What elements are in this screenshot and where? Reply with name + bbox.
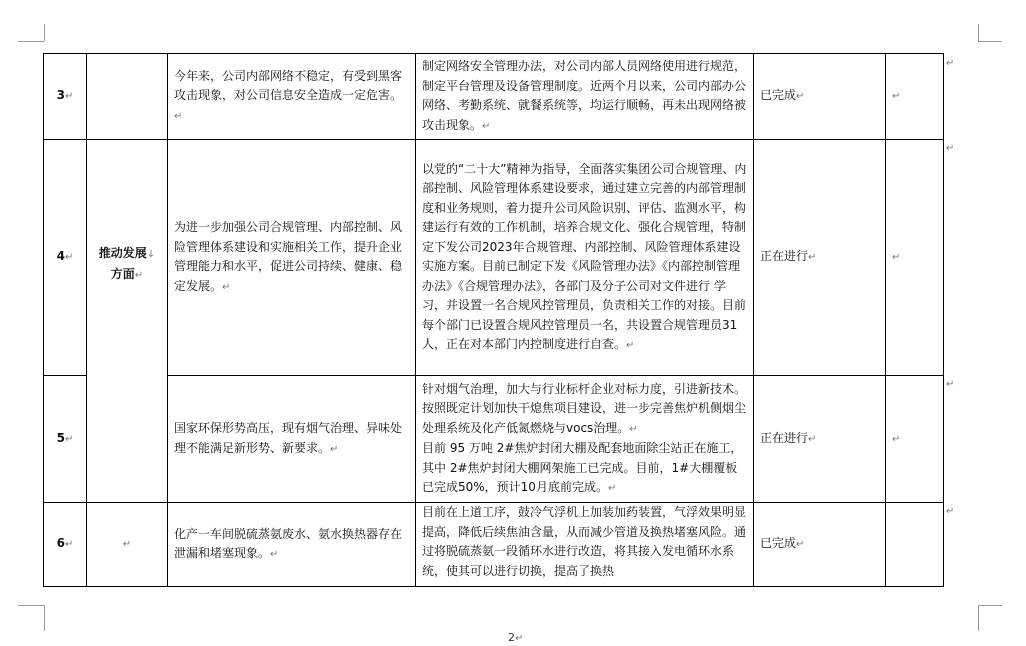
remark-cell: ↵: [886, 140, 944, 376]
crop-mark-bottom-right: [978, 605, 979, 631]
crop-mark-top-right: [978, 24, 979, 41]
row-number: 4↵: [44, 140, 87, 376]
status-cell: 已完成↵: [754, 54, 886, 140]
row-end-mark: ↵: [946, 58, 955, 69]
remark-cell: [886, 503, 944, 587]
problem-cell: 为进一步加强公司合规管理、内部控制、风险管理体系建设和实施相关工作，提升企业管理能力和水平，促进公司持续、健康、稳定发展。↵: [168, 140, 416, 376]
status-cell: 正在进行↵: [754, 376, 886, 503]
action-cell: 目前在上道工序，鼓冷气浮机上加装加药装置，气浮效果明显提高，降低后续焦油含量，从而减少管道及换热堵塞风险。通过将脱硫蒸氨一段循环水进行改造，将其接入发电循环水系统，使其可以进行切换，提高了换热: [416, 503, 754, 587]
table-row: [44, 503, 944, 587]
action-cell: 制定网络安全管理办法，对公司内部人员网络使用进行规范，制定平台管理及设备管理制度。近两个月以来，公司内部办公网络、考勤系统、就餐系统等，均运行顺畅，再未出现网络被攻击现象。↵: [416, 54, 754, 140]
action-paragraph: 目前 95 万吨 2#焦炉封闭大棚及配套地面除尘站正在施工，其中 2#焦炉封闭大棚网架施工已完成。目前，1#大棚覆板已完成50%，预计10月底前完成。: [422, 441, 743, 494]
category-cell: 推动发展↓ 方面↵: [87, 140, 168, 503]
category-cell: ↵: [87, 503, 168, 587]
action-paragraph: 针对烟气治理，加大与行业标杆企业对标力度，引进新技术。按照既定计划加快干熄焦项目建设，进一步完善焦炉机侧烟尘处理系统及化产低氮燃烧与vocs治理。: [422, 381, 747, 435]
row-end-mark: ↵: [946, 379, 955, 390]
crop-mark-bottom-right: [978, 605, 1002, 606]
category-label: 方面: [110, 266, 135, 281]
crop-mark-bottom-left: [18, 605, 44, 606]
crop-mark-top-left: [44, 24, 45, 41]
remark-cell: ↵: [886, 54, 944, 140]
action-cell: 针对烟气治理，加大与行业标杆企业对标力度，引进新技术。按照既定计划加快干熄焦项目建设，进一步完善焦炉机侧烟尘处理系统及化产低氮燃烧与vocs治理。↵ 目前 95 万吨 2#焦炉封闭大棚及配套地面除尘站正在施工，其中 2#焦炉封闭大棚网架施工已完成。目前，1#大棚覆板已完成50%，预计10月底前完成。↵: [416, 376, 754, 503]
table-row: [44, 140, 944, 376]
row-number: 3↵: [44, 54, 87, 140]
page-number: 2↵: [508, 631, 524, 644]
problem-cell: 国家环保形势高压，现有烟气治理、异味处理不能满足新形势、新要求。↵: [168, 376, 416, 503]
category-label: 推动发展: [98, 246, 147, 260]
category-cell: [87, 54, 168, 140]
work-progress-table: [43, 53, 944, 587]
status-cell: 正在进行↵: [754, 140, 886, 376]
crop-mark-bottom-left: [44, 605, 45, 631]
action-cell: 以党的“二十大”精神为指导，全面落实集团公司合规管理、内部控制、风险管理体系建设要求，通过建立完善的内部管理制度和业务规则，着力提升公司风险识别、评估、监测水平，构建运行有效的工作机制，培养合规文化、强化合规管理，特制定下发公司2023年合规管理、内部控制、风险管理体系建设实施方案。目前已制定下发《风险管理办法》《内部控制管理办法》《合规管理办法》，各部门及分子公司对文件进行 学习，并设置一名合规风控管理员，负责相关工作的对接。目前每个部门已设置合规风控管理员一名，共设置合规管理员31人，正在对本部门内控制度进行自查。↵: [416, 140, 754, 376]
table-row: [44, 376, 944, 503]
crop-mark-top-left: [18, 41, 44, 42]
status-cell: 已完成↵: [754, 503, 886, 587]
problem-cell: 化产一车间脱硫蒸氨废水、氨水换热器存在泄漏和堵塞现象。↵: [168, 503, 416, 587]
remark-cell: ↵: [886, 376, 944, 503]
row-end-mark: ↵: [946, 506, 955, 517]
row-end-mark: ↵: [946, 143, 955, 154]
row-number: 6↵: [44, 503, 87, 587]
row-number: 5↵: [44, 376, 87, 503]
crop-mark-top-right: [978, 41, 1002, 42]
table-row: [44, 54, 944, 140]
problem-cell: 今年来，公司内部网络不稳定，有受到黑客攻击现象，对公司信息安全造成一定危害。↵: [168, 54, 416, 140]
